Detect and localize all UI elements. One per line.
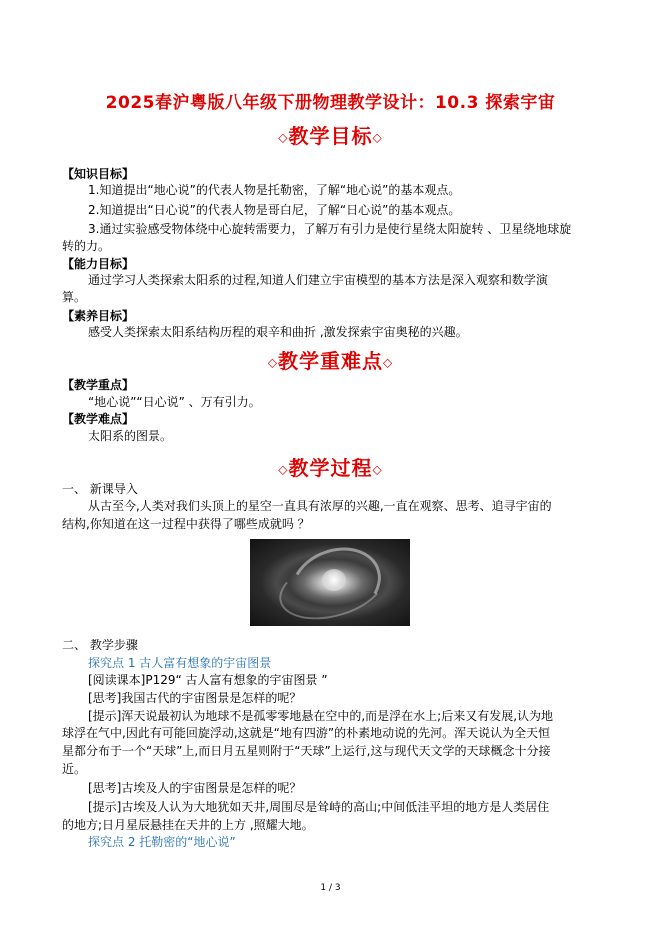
diamond-icon: ◇ xyxy=(278,130,289,145)
section-heading-key-points xyxy=(0,345,661,374)
steps-heading: 二、 教学步骤 xyxy=(62,638,138,652)
knowledge-item-3-line-2: 转的力。 xyxy=(62,239,111,253)
literacy-objective-label: 【素养目标】 xyxy=(62,309,135,323)
section-heading-objectives xyxy=(0,120,661,149)
ability-item-line-1: 通过学习人类探索太阳系的过程,知道人们建立宇宙模型的基本方法是深入观察和数学演 xyxy=(88,273,548,287)
section-title-key-points: 教学重难点 xyxy=(278,349,383,373)
diamond-icon: ◇ xyxy=(267,355,278,370)
intro-text-line-2: 结构,你知道在这一过程中获得了哪些成就吗 ？ xyxy=(62,517,310,531)
hint-1-line-2: 球浮在气中,因此有可能回旋浮动,这就是“地有四游”的朴素地动说的先河。浑天说认为全天恒 xyxy=(62,726,551,740)
hint-1-line-3: 星都分布于一个“天球”上,而日月五星则附于“天球”上运行,这与现代天文学的天球概念十分接 xyxy=(62,744,551,758)
diamond-icon: ◇ xyxy=(372,130,383,145)
ability-objective-label: 【能力目标】 xyxy=(62,257,135,271)
diamond-icon: ◇ xyxy=(278,462,289,477)
knowledge-objective-label: 【知识目标】 xyxy=(62,167,135,181)
section-heading-process xyxy=(0,452,661,481)
knowledge-item-2: 2.知道提出“日心说”的代表人物是哥白尼，了解“日心说”的基本观点。 xyxy=(88,203,461,217)
teaching-focus-label: 【教学重点】 xyxy=(62,378,135,392)
hint-2-line-1: [提示]古埃及人认为大地犹如天井,周围尽是耸峙的高山;中间低洼平坦的地方是人类居住 xyxy=(88,800,550,814)
document-title: 2025春沪粤版八年级下册物理教学设计：10.3 探索宇宙 xyxy=(105,93,556,113)
hint-1-line-1: [提示]浑天说最初认为地球不是孤零零地悬在空中的,而是浮在水上;后来又有发展,认为地 xyxy=(88,709,554,723)
diamond-icon: ◇ xyxy=(372,462,383,477)
hint-1-line-4: 近。 xyxy=(62,762,87,776)
galaxy-photo xyxy=(250,539,410,626)
intro-text-line-1: 从古至今,人类对我们头顶上的星空一直具有浓厚的兴趣,一直在观察、思考、追寻宇宙的 xyxy=(88,499,552,513)
think-question-2: [思考]古埃及人的宇宙图景是怎样的呢？ xyxy=(88,781,302,795)
section-title-process: 教学过程 xyxy=(288,456,373,480)
inquiry-point-2: 探究点 2 托勒密的“地心说” xyxy=(88,835,236,849)
ability-item-line-2: 算。 xyxy=(62,290,87,304)
hint-2-line-2: 的地方;日月星辰悬挂在天井的上方 ,照耀大地。 xyxy=(62,818,314,832)
think-question-1: [思考]我国古代的宇宙图景是怎样的呢？ xyxy=(88,691,302,705)
teaching-focus-text: “地心说”“日心说” 、万有引力。 xyxy=(88,395,261,409)
knowledge-item-3-line-1: 3.通过实验感受物体绕中心旋转需要力，了解万有引力是使行星绕太阳旋转 、卫星绕地球旋 xyxy=(88,222,572,236)
teaching-difficulty-label: 【教学难点】 xyxy=(62,412,135,426)
diamond-icon: ◇ xyxy=(383,355,394,370)
reading-prompt: [阅读课本]P129“ 古人富有想象的宇宙图景 ” xyxy=(88,673,328,687)
intro-heading: 一、 新课导入 xyxy=(62,482,138,496)
inquiry-point-1: 探究点 1 古人富有想象的宇宙图景 xyxy=(88,656,272,670)
page-number: 1 / 3 xyxy=(320,883,341,893)
section-title-objectives: 教学目标 xyxy=(288,124,373,148)
teaching-difficulty-text: 太阳系的图景。 xyxy=(88,429,173,443)
knowledge-item-1: 1.知道提出“地心说”的代表人物是托勒密，了解“地心说”的基本观点。 xyxy=(88,183,461,197)
literacy-item: 感受人类探索太阳系结构历程的艰辛和曲折 ,激发探索宇宙奥秘的兴趣。 xyxy=(88,325,468,339)
